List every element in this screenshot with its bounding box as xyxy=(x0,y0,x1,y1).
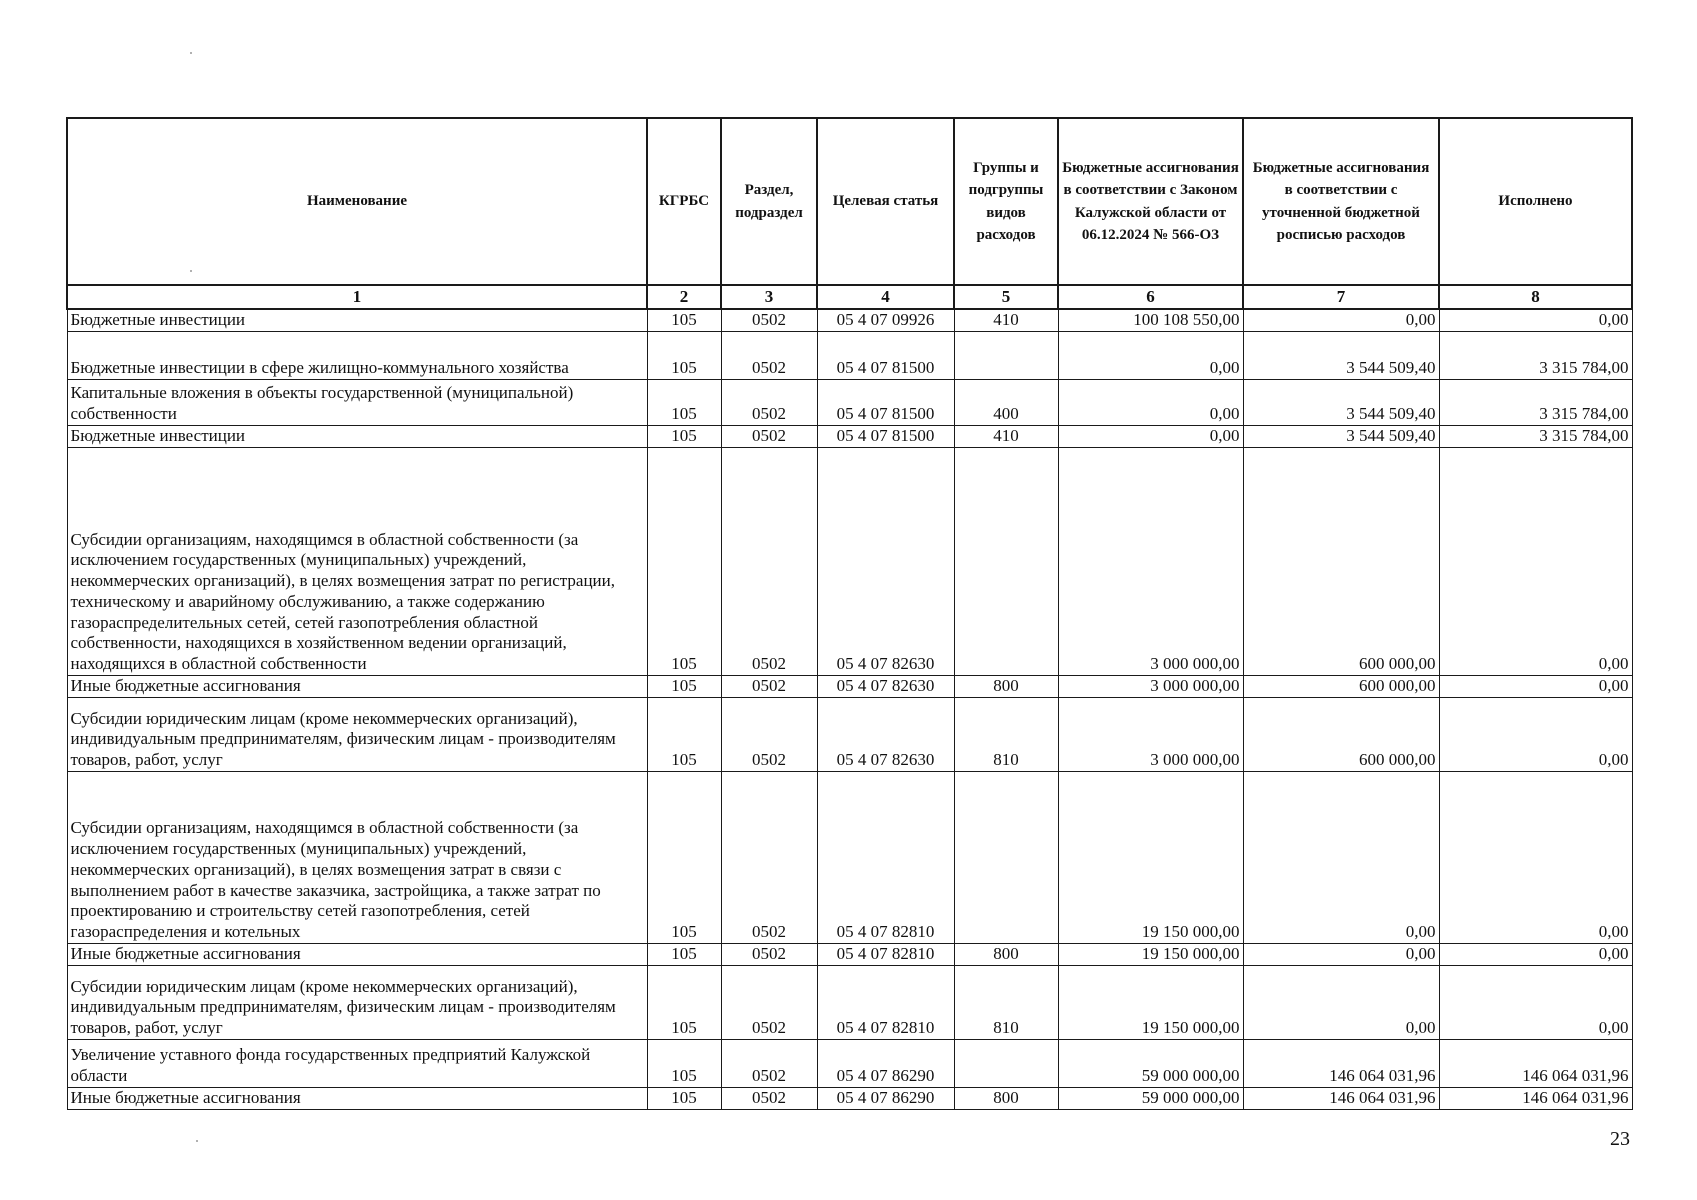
row-ispolneno: 3 315 784,00 xyxy=(1439,425,1632,447)
header-ispolneno: Исполнено xyxy=(1439,118,1632,285)
row-statya: 05 4 07 81500 xyxy=(817,331,954,379)
table-row xyxy=(67,1039,1632,1087)
column-number: 2 xyxy=(647,285,721,309)
table-row xyxy=(67,425,1632,447)
row-zakon: 19 150 000,00 xyxy=(1058,943,1243,965)
row-zakon: 3 000 000,00 xyxy=(1058,675,1243,697)
row-statya: 05 4 07 81500 xyxy=(817,425,954,447)
row-kgrbs: 105 xyxy=(647,447,721,675)
row-name: Субсидии организациям, находящимся в областной собственности (за исключением государственных (муниципальных) учреждений, некоммерческих организаций), в целях возмещения затрат по регистрации, техническому и аварийному обслуживанию, а также содержанию газораспределительных сетей, сетей газопотребления областной собственности, находящихся в хозяйственном ведении организаций, находящихся в областной собственности xyxy=(67,447,647,675)
row-vid xyxy=(954,771,1058,943)
row-zakon: 19 150 000,00 xyxy=(1058,771,1243,943)
row-statya: 05 4 07 82630 xyxy=(817,675,954,697)
table-row xyxy=(67,965,1632,1039)
row-vid: 800 xyxy=(954,1087,1058,1109)
row-name: Субсидии организациям, находящимся в областной собственности (за исключением государственных (муниципальных) учреждений, некоммерческих организаций), в целях возмещения затрат в связи с выполнением работ в качестве заказчика, застройщика, а также затрат по проектированию и строительству сетей газопотребления, сетей газораспределения и котельных xyxy=(67,771,647,943)
header-zakon: Бюджетные ассигнования в соответствии с Законом Калужской области от 06.12.2024 № 566-ОЗ xyxy=(1058,118,1243,285)
row-ispolneno: 146 064 031,96 xyxy=(1439,1087,1632,1109)
row-name: Бюджетные инвестиции xyxy=(67,309,647,331)
row-zakon: 3 000 000,00 xyxy=(1058,697,1243,771)
row-rospis: 600 000,00 xyxy=(1243,697,1439,771)
row-zakon: 59 000 000,00 xyxy=(1058,1039,1243,1087)
row-vid: 410 xyxy=(954,309,1058,331)
row-vid: 800 xyxy=(954,675,1058,697)
column-number: 3 xyxy=(721,285,817,309)
row-zakon: 0,00 xyxy=(1058,425,1243,447)
row-name: Иные бюджетные ассигнования xyxy=(67,943,647,965)
row-name: Капитальные вложения в объекты государственной (муниципальной) собственности xyxy=(67,379,647,425)
row-rospis: 600 000,00 xyxy=(1243,675,1439,697)
row-zakon: 0,00 xyxy=(1058,331,1243,379)
row-name: Увеличение уставного фонда государственных предприятий Калужской области xyxy=(67,1039,647,1087)
header-kgrbs: КГРБС xyxy=(647,118,721,285)
row-razdel: 0502 xyxy=(721,1087,817,1109)
page-number: 23 xyxy=(1610,1128,1630,1150)
row-rospis: 3 544 509,40 xyxy=(1243,425,1439,447)
scan-speck xyxy=(190,270,192,272)
row-razdel: 0502 xyxy=(721,943,817,965)
table-row xyxy=(67,771,1632,943)
row-razdel: 0502 xyxy=(721,697,817,771)
table-row xyxy=(67,379,1632,425)
row-vid: 410 xyxy=(954,425,1058,447)
row-name: Иные бюджетные ассигнования xyxy=(67,1087,647,1109)
row-ispolneno: 3 315 784,00 xyxy=(1439,331,1632,379)
row-rospis: 146 064 031,96 xyxy=(1243,1087,1439,1109)
column-number-row xyxy=(67,285,1632,309)
row-kgrbs: 105 xyxy=(647,697,721,771)
row-zakon: 0,00 xyxy=(1058,379,1243,425)
row-zakon: 100 108 550,00 xyxy=(1058,309,1243,331)
row-kgrbs: 105 xyxy=(647,379,721,425)
column-number: 6 xyxy=(1058,285,1243,309)
column-number: 4 xyxy=(817,285,954,309)
row-name: Бюджетные инвестиции xyxy=(67,425,647,447)
row-ispolneno: 0,00 xyxy=(1439,965,1632,1039)
row-kgrbs: 105 xyxy=(647,675,721,697)
row-name: Субсидии юридическим лицам (кроме некоммерческих организаций), индивидуальным предпринимателям, физическим лицам - производителям товаров, работ, услуг xyxy=(67,697,647,771)
row-razdel: 0502 xyxy=(721,965,817,1039)
row-rospis: 146 064 031,96 xyxy=(1243,1039,1439,1087)
row-ispolneno: 0,00 xyxy=(1439,675,1632,697)
row-ispolneno: 146 064 031,96 xyxy=(1439,1039,1632,1087)
table-row xyxy=(67,697,1632,771)
row-statya: 05 4 07 86290 xyxy=(817,1087,954,1109)
header-name: Наименование xyxy=(67,118,647,285)
row-kgrbs: 105 xyxy=(647,1039,721,1087)
row-razdel: 0502 xyxy=(721,379,817,425)
row-statya: 05 4 07 82630 xyxy=(817,447,954,675)
row-zakon: 59 000 000,00 xyxy=(1058,1087,1243,1109)
row-razdel: 0502 xyxy=(721,675,817,697)
scan-speck xyxy=(190,52,192,54)
row-ispolneno: 0,00 xyxy=(1439,447,1632,675)
row-statya: 05 4 07 82630 xyxy=(817,697,954,771)
row-ispolneno: 3 315 784,00 xyxy=(1439,379,1632,425)
row-name: Бюджетные инвестиции в сфере жилищно-коммунального хозяйства xyxy=(67,331,647,379)
row-name: Иные бюджетные ассигнования xyxy=(67,675,647,697)
header-row xyxy=(67,118,1632,285)
row-statya: 05 4 07 81500 xyxy=(817,379,954,425)
row-rospis: 0,00 xyxy=(1243,771,1439,943)
row-vid: 400 xyxy=(954,379,1058,425)
header-vid: Группы и подгруппы видов расходов xyxy=(954,118,1058,285)
row-kgrbs: 105 xyxy=(647,425,721,447)
row-ispolneno: 0,00 xyxy=(1439,771,1632,943)
row-vid: 810 xyxy=(954,965,1058,1039)
row-razdel: 0502 xyxy=(721,309,817,331)
row-razdel: 0502 xyxy=(721,771,817,943)
row-razdel: 0502 xyxy=(721,1039,817,1087)
row-ispolneno: 0,00 xyxy=(1439,943,1632,965)
row-kgrbs: 105 xyxy=(647,965,721,1039)
budget-table xyxy=(66,117,1633,1110)
row-kgrbs: 105 xyxy=(647,943,721,965)
table-row xyxy=(67,943,1632,965)
column-number: 5 xyxy=(954,285,1058,309)
table-row xyxy=(67,309,1632,331)
row-razdel: 0502 xyxy=(721,425,817,447)
header-statya: Целевая статья xyxy=(817,118,954,285)
row-rospis: 3 544 509,40 xyxy=(1243,379,1439,425)
row-kgrbs: 105 xyxy=(647,771,721,943)
row-rospis: 0,00 xyxy=(1243,965,1439,1039)
row-statya: 05 4 07 09926 xyxy=(817,309,954,331)
header-razdel: Раздел, подраздел xyxy=(721,118,817,285)
column-number: 8 xyxy=(1439,285,1632,309)
row-statya: 05 4 07 82810 xyxy=(817,771,954,943)
row-zakon: 3 000 000,00 xyxy=(1058,447,1243,675)
row-rospis: 0,00 xyxy=(1243,309,1439,331)
row-statya: 05 4 07 86290 xyxy=(817,1039,954,1087)
row-razdel: 0502 xyxy=(721,447,817,675)
row-ispolneno: 0,00 xyxy=(1439,309,1632,331)
row-ispolneno: 0,00 xyxy=(1439,697,1632,771)
row-rospis: 3 544 509,40 xyxy=(1243,331,1439,379)
column-number: 1 xyxy=(67,285,647,309)
scan-speck xyxy=(196,1140,198,1142)
table-row xyxy=(67,447,1632,675)
table-row xyxy=(67,331,1632,379)
row-kgrbs: 105 xyxy=(647,1087,721,1109)
table-row xyxy=(67,675,1632,697)
row-vid xyxy=(954,1039,1058,1087)
row-vid xyxy=(954,331,1058,379)
row-zakon: 19 150 000,00 xyxy=(1058,965,1243,1039)
row-vid xyxy=(954,447,1058,675)
table-row xyxy=(67,1087,1632,1109)
row-vid: 810 xyxy=(954,697,1058,771)
header-rospis: Бюджетные ассигнования в соответствии с уточненной бюджетной росписью расходов xyxy=(1243,118,1439,285)
row-rospis: 600 000,00 xyxy=(1243,447,1439,675)
column-number: 7 xyxy=(1243,285,1439,309)
row-name: Субсидии юридическим лицам (кроме некоммерческих организаций), индивидуальным предпринимателям, физическим лицам - производителям товаров, работ, услуг xyxy=(67,965,647,1039)
row-statya: 05 4 07 82810 xyxy=(817,943,954,965)
row-statya: 05 4 07 82810 xyxy=(817,965,954,1039)
row-kgrbs: 105 xyxy=(647,309,721,331)
row-vid: 800 xyxy=(954,943,1058,965)
row-kgrbs: 105 xyxy=(647,331,721,379)
row-razdel: 0502 xyxy=(721,331,817,379)
row-rospis: 0,00 xyxy=(1243,943,1439,965)
